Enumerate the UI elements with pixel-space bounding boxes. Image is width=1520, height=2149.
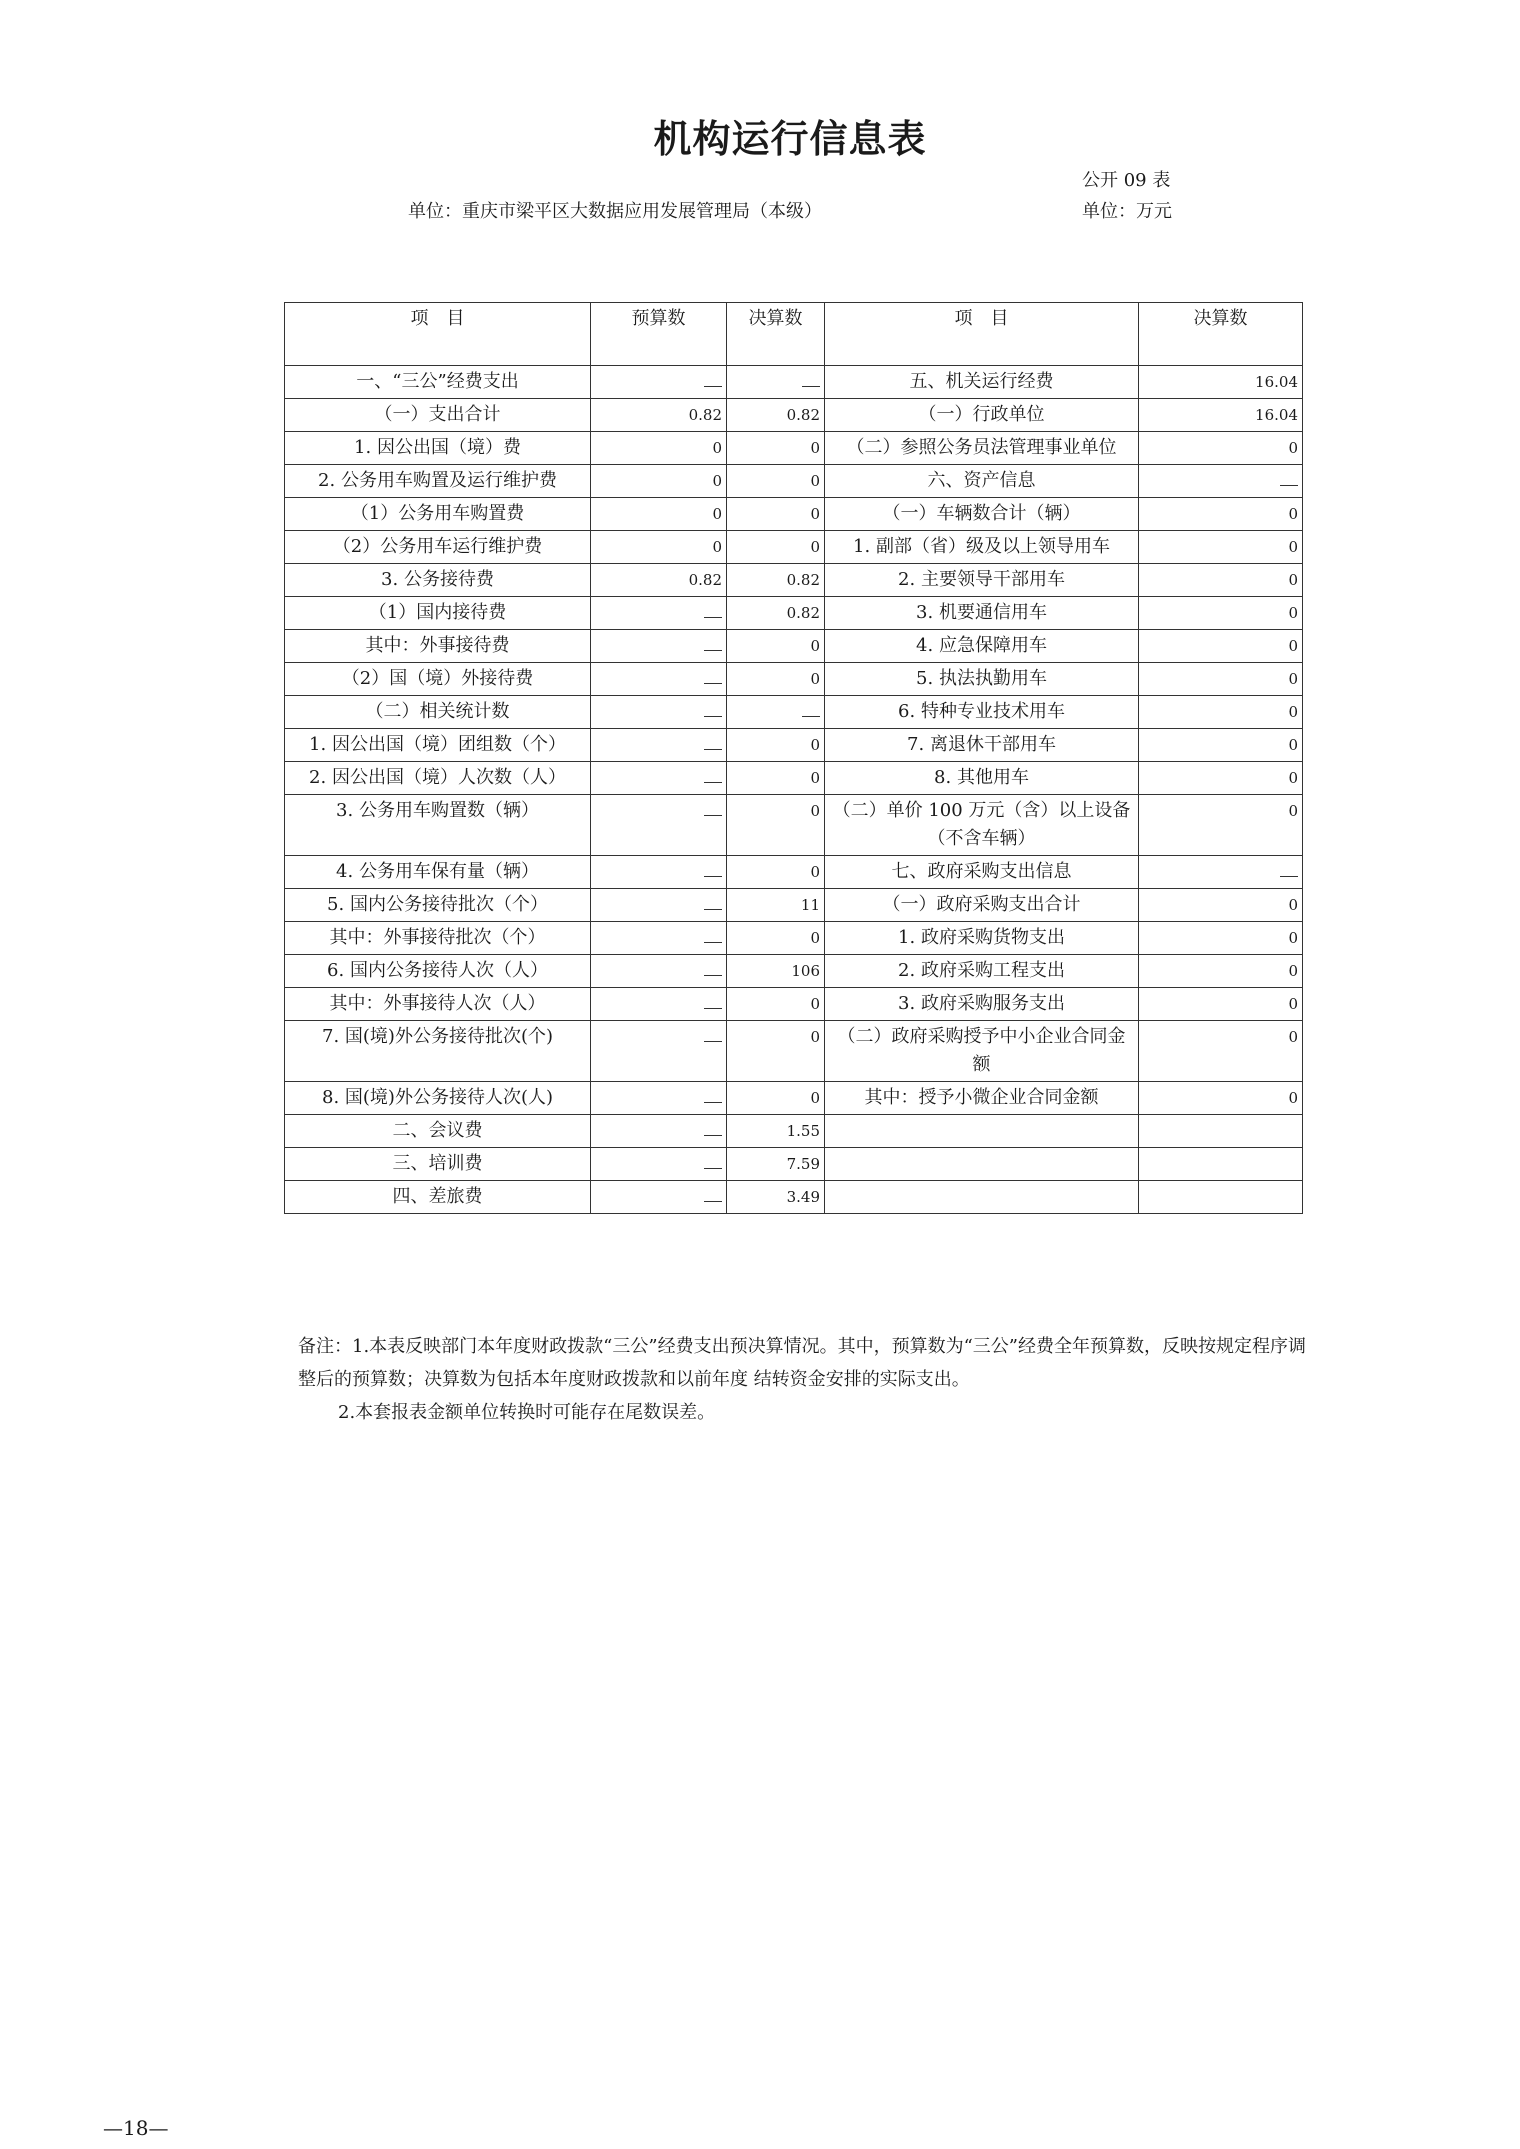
blank-mark [1280,858,1298,877]
row-item-left: 3. 公务用车购置数（辆） [285,795,591,856]
row-item-right: 4. 应急保障用车 [825,630,1139,663]
row-item-left: （一）支出合计 [285,399,591,432]
row-item-right: （二）单价 100 万元（含）以上设备（不含车辆） [825,795,1139,856]
row-item-right [825,1148,1139,1181]
row-item-right: 6. 特种专业技术用车 [825,696,1139,729]
row-item-right: （一）政府采购支出合计 [825,889,1139,922]
table-row [285,432,1303,465]
row-final-right: 0 [1139,432,1303,465]
blank-mark [704,957,722,976]
row-final-right [1139,465,1303,498]
table-row [285,856,1303,889]
row-budget: 0.82 [591,564,727,597]
row-final: 0 [727,432,825,465]
row-item-left: （二）相关统计数 [285,696,591,729]
row-item-right [825,1115,1139,1148]
row-final-right [1139,1181,1303,1214]
table-row [285,729,1303,762]
table-row [285,988,1303,1021]
blank-mark [704,990,722,1009]
row-final-right [1139,856,1303,889]
row-item-left: 二、会议费 [285,1115,591,1148]
row-final-right: 0 [1139,696,1303,729]
row-item-left: 8. 国(境)外公务接待人次(人) [285,1082,591,1115]
row-item-right: （一）行政单位 [825,399,1139,432]
blank-mark [704,1183,722,1202]
header-budget: 预算数 [591,303,727,366]
row-item-left: 其中：外事接待费 [285,630,591,663]
table-row [285,696,1303,729]
row-item-right: （二）参照公务员法管理事业单位 [825,432,1139,465]
blank-mark [704,1084,722,1103]
table-row [285,531,1303,564]
row-budget [591,1021,727,1082]
row-final: 0 [727,988,825,1021]
row-final: 0.82 [727,564,825,597]
row-item-left: 三、培训费 [285,1148,591,1181]
row-budget: 0 [591,432,727,465]
table-row [285,1148,1303,1181]
table-row [285,955,1303,988]
row-item-right: 3. 机要通信用车 [825,597,1139,630]
row-final-right [1139,1115,1303,1148]
row-budget [591,762,727,795]
row-budget [591,922,727,955]
table-row [285,663,1303,696]
row-final-right: 0 [1139,988,1303,1021]
row-item-right: （二）政府采购授予中小企业合同金额 [825,1021,1139,1082]
row-item-left: 6. 国内公务接待人次（人） [285,955,591,988]
table-row [285,762,1303,795]
blank-mark [704,858,722,877]
row-final-right: 0 [1139,564,1303,597]
row-budget [591,1148,727,1181]
row-final: 0 [727,1021,825,1082]
table-row [285,1082,1303,1115]
row-final: 0 [727,498,825,531]
table-row [285,1021,1303,1082]
blank-mark [1280,467,1298,486]
row-final: 0 [727,795,825,856]
blank-mark [704,665,722,684]
blank-mark [704,1023,722,1042]
row-budget [591,663,727,696]
row-final: 1.55 [727,1115,825,1148]
operation-info-table [284,302,1303,1214]
row-item-right [825,1181,1139,1214]
note-line-2: 2.本套报表金额单位转换时可能存在尾数误差。 [338,1402,716,1423]
header-final: 决算数 [727,303,825,366]
blank-mark [802,698,820,717]
row-item-right: 六、资产信息 [825,465,1139,498]
table-row [285,1181,1303,1214]
row-final: 0.82 [727,597,825,630]
row-final: 0.82 [727,399,825,432]
table-row [285,1115,1303,1148]
row-budget [591,729,727,762]
table-row [285,399,1303,432]
row-final-right: 0 [1139,889,1303,922]
row-final-right: 0 [1139,498,1303,531]
header-final-2: 决算数 [1139,303,1303,366]
row-final: 0 [727,762,825,795]
row-final-right: 16.04 [1139,399,1303,432]
blank-mark [704,797,722,816]
row-final: 106 [727,955,825,988]
row-budget [591,630,727,663]
row-final: 0 [727,729,825,762]
row-final-right: 0 [1139,1021,1303,1082]
row-budget [591,889,727,922]
note-line-1: 备注：1.本表反映部门本年度财政拨款“三公”经费支出预决算情况。其中，预算数为“三公”经费全年预算数，反映按规定程序调整后的预算数；决算数为包括本年度财政拨款和以前年度 结转资金安排的实际支出。 [298,1336,1306,1390]
row-final-right: 0 [1139,922,1303,955]
row-final: 0 [727,663,825,696]
row-final [727,366,825,399]
row-item-left: 1. 因公出国（境）团组数（个） [285,729,591,762]
row-item-right: 其中：授予小微企业合同金额 [825,1082,1139,1115]
table-row [285,597,1303,630]
row-item-right: 七、政府采购支出信息 [825,856,1139,889]
blank-mark [704,368,722,387]
row-item-left: 1. 因公出国（境）费 [285,432,591,465]
row-item-left: 四、差旅费 [285,1181,591,1214]
row-final-right: 0 [1139,663,1303,696]
table-row [285,889,1303,922]
row-item-left: 3. 公务接待费 [285,564,591,597]
row-budget [591,696,727,729]
row-final: 0 [727,630,825,663]
row-budget [591,1181,727,1214]
blank-mark [704,924,722,943]
row-budget [591,955,727,988]
row-final-right: 0 [1139,1082,1303,1115]
blank-mark [704,764,722,783]
row-budget [591,366,727,399]
row-final [727,696,825,729]
row-final-right: 0 [1139,597,1303,630]
row-final-right: 0 [1139,729,1303,762]
row-item-left: （2）公务用车运行维护费 [285,531,591,564]
header-item: 项 目 [285,303,591,366]
row-final: 7.59 [727,1148,825,1181]
row-item-left: （1）国内接待费 [285,597,591,630]
row-item-right: 3. 政府采购服务支出 [825,988,1139,1021]
row-final-right [1139,1148,1303,1181]
row-budget [591,856,727,889]
row-item-left: 7. 国(境)外公务接待批次(个) [285,1021,591,1082]
table-row [285,795,1303,856]
table-row [285,630,1303,663]
row-item-left: （1）公务用车购置费 [285,498,591,531]
row-item-left: 2. 因公出国（境）人次数（人） [285,762,591,795]
row-final: 11 [727,889,825,922]
form-number: 公开 09 表 [1082,170,1171,191]
table-row [285,465,1303,498]
row-budget: 0 [591,465,727,498]
blank-mark [704,1117,722,1136]
header-item-2: 项 目 [825,303,1139,366]
table-row [285,498,1303,531]
blank-mark [704,632,722,651]
row-final-right: 0 [1139,630,1303,663]
row-final-right: 16.04 [1139,366,1303,399]
row-budget: 0.82 [591,399,727,432]
row-budget [591,1115,727,1148]
row-item-right: （一）车辆数合计（辆） [825,498,1139,531]
blank-mark [802,368,820,387]
row-item-left: （2）国（境）外接待费 [285,663,591,696]
table-row [285,366,1303,399]
row-budget [591,1082,727,1115]
row-final-right: 0 [1139,955,1303,988]
row-final-right: 0 [1139,762,1303,795]
row-item-right: 1. 政府采购货物支出 [825,922,1139,955]
row-item-right: 8. 其他用车 [825,762,1139,795]
row-item-right: 7. 离退休干部用车 [825,729,1139,762]
table-header-row [285,303,1303,366]
blank-mark [704,731,722,750]
row-budget: 0 [591,498,727,531]
row-budget: 0 [591,531,727,564]
row-item-right: 2. 政府采购工程支出 [825,955,1139,988]
row-item-left: 5. 国内公务接待批次（个） [285,889,591,922]
notes [298,1330,1318,1429]
row-item-right: 2. 主要领导干部用车 [825,564,1139,597]
blank-mark [704,698,722,717]
row-budget [591,597,727,630]
row-item-right: 五、机关运行经费 [825,366,1139,399]
row-item-right: 5. 执法执勤用车 [825,663,1139,696]
row-budget [591,795,727,856]
table-row [285,922,1303,955]
page-number: —18— [103,2116,169,2140]
row-item-left: 其中：外事接待人次（人） [285,988,591,1021]
row-final: 0 [727,1082,825,1115]
row-final-right: 0 [1139,531,1303,564]
row-budget [591,988,727,1021]
row-final: 3.49 [727,1181,825,1214]
row-item-left: 4. 公务用车保有量（辆） [285,856,591,889]
row-final: 0 [727,465,825,498]
row-final-right: 0 [1139,795,1303,856]
blank-mark [704,1150,722,1169]
row-item-left: 一、“三公”经费支出 [285,366,591,399]
table-row [285,564,1303,597]
row-final: 0 [727,922,825,955]
currency-unit: 单位：万元 [1082,201,1172,222]
row-item-left: 其中：外事接待批次（个） [285,922,591,955]
blank-mark [704,599,722,618]
reporting-unit: 单位：重庆市梁平区大数据应用发展管理局（本级） [408,201,822,222]
blank-mark [704,891,722,910]
row-item-left: 2. 公务用车购置及运行维护费 [285,465,591,498]
row-item-right: 1. 副部（省）级及以上领导用车 [825,531,1139,564]
row-final: 0 [727,531,825,564]
row-final: 0 [727,856,825,889]
page-title: 机构运行信息表 [653,117,927,161]
